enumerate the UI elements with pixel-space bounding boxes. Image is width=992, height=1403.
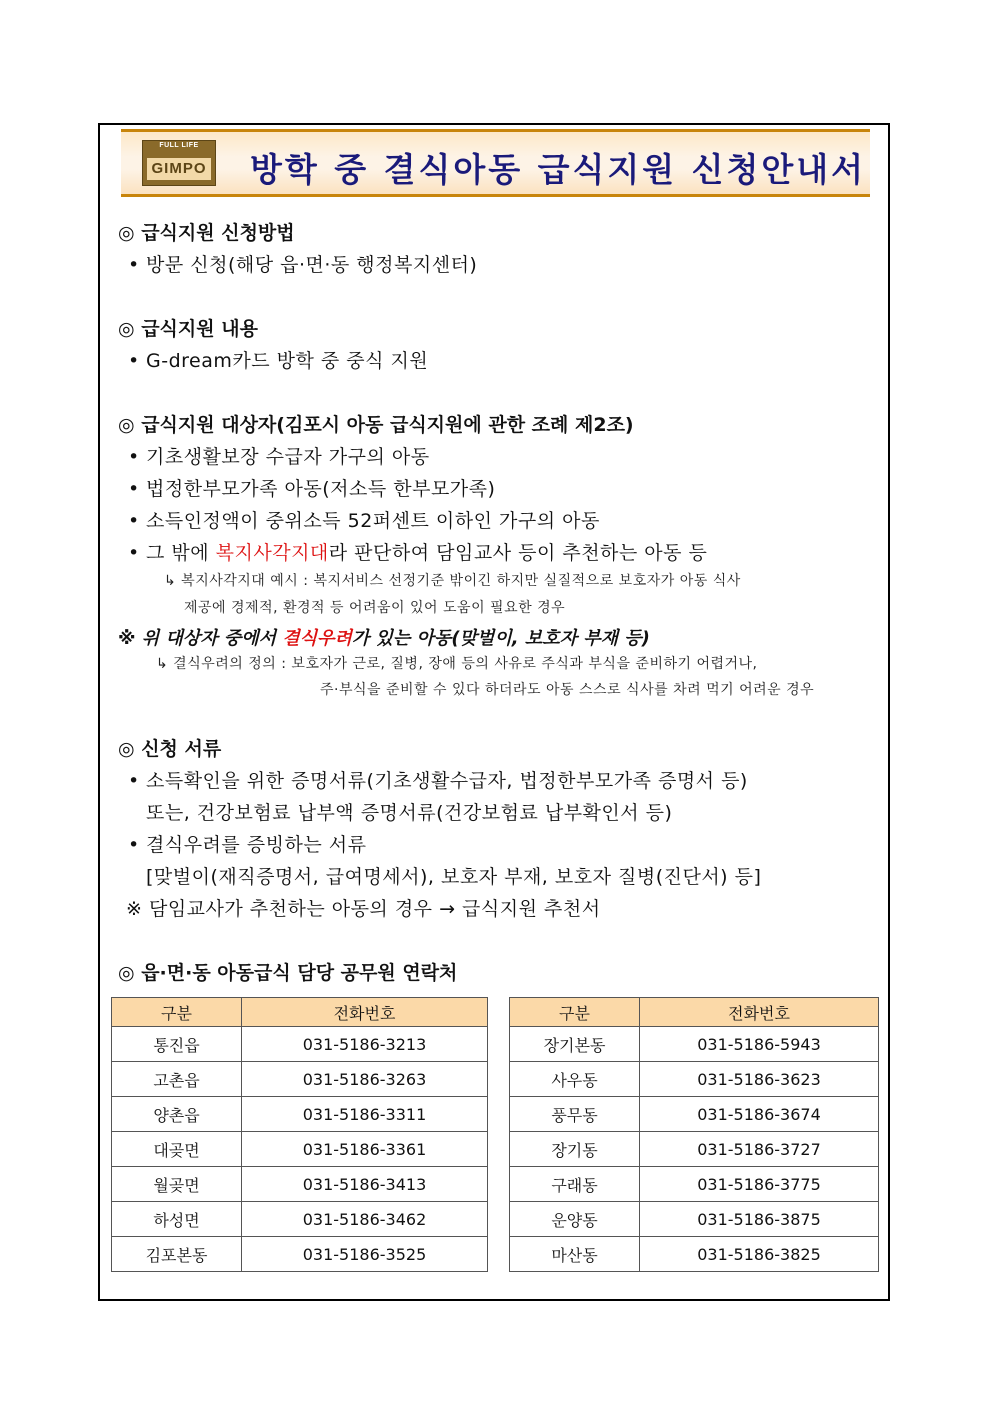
area-cell: 구래동 bbox=[510, 1167, 640, 1202]
phone-cell: 031-5186-3263 bbox=[242, 1062, 488, 1097]
table-row bbox=[510, 1237, 879, 1272]
heading-content: ◎ 급식지원 내용 bbox=[118, 318, 258, 340]
table-row bbox=[112, 1132, 488, 1167]
area-cell: 양촌읍 bbox=[112, 1097, 242, 1132]
area-cell: 대곶면 bbox=[112, 1132, 242, 1167]
table-row bbox=[510, 1027, 879, 1062]
list-item-text: 라 판단하여 담임교사 등이 추천하는 아동 등 bbox=[328, 542, 708, 564]
table-row bbox=[112, 1202, 488, 1237]
example-note: ↳ 복지사각지대 예시 : 복지서비스 선정기준 밖이긴 하지만 실질적으로 보호자가 아동 식사 bbox=[164, 573, 741, 589]
target-note bbox=[118, 624, 650, 650]
phone-cell: 031-5186-3775 bbox=[640, 1167, 879, 1202]
phone-cell: 031-5186-3674 bbox=[640, 1097, 879, 1132]
logo-tagline: FULL LIFE bbox=[159, 142, 199, 149]
phone-cell: 031-5186-3413 bbox=[242, 1167, 488, 1202]
list-item: • 기초생활보장 수급자 가구의 아동 bbox=[128, 446, 430, 468]
list-item-cont: 또는, 건강보험료 납부액 증명서류(건강보험료 납부확인서 등) bbox=[146, 802, 673, 824]
list-item-text: 소득인정액이 중위소득 52퍼센트 이하인 가구의 아동 bbox=[146, 510, 600, 532]
heading-target: ◎ 급식지원 대상자(김포시 아동 급식지원에 관한 조례 제2조) bbox=[118, 414, 634, 436]
area-cell: 고촌읍 bbox=[112, 1062, 242, 1097]
area-cell: 월곶면 bbox=[112, 1167, 242, 1202]
logo-wordmark: GIMPO bbox=[147, 158, 211, 180]
area-cell: 운양동 bbox=[510, 1202, 640, 1237]
heading-contacts: ◎ 읍·면·동 아동급식 담당 공무원 연락처 bbox=[118, 962, 458, 984]
list-item-text: 소득확인을 위한 증명서류(기초생활수급자, 법정한부모가족 증명서 등) bbox=[146, 770, 748, 792]
area-cell: 풍무동 bbox=[510, 1097, 640, 1132]
list-item-text: G-dream카드 방학 중 중식 지원 bbox=[146, 350, 429, 372]
reference-note: ※ 담임교사가 추천하는 아동의 경우 → 급식지원 추천서 bbox=[126, 898, 601, 920]
example-note-cont: 제공에 경제적, 환경적 등 어려움이 있어 도움이 필요한 경우 bbox=[184, 600, 566, 616]
list-item-text: 법정한부모가족 아동(저소득 한부모가족) bbox=[146, 478, 496, 500]
definition-note: ↳ 결식우려의 정의 : 보호자가 근로, 질병, 장애 등의 사유로 주식과 부식을 준비하기 어렵거나, bbox=[156, 656, 758, 672]
table-row bbox=[112, 1167, 488, 1202]
col-header-phone: 전화번호 bbox=[640, 998, 879, 1027]
list-item-text: 기초생활보장 수급자 가구의 아동 bbox=[146, 446, 430, 468]
list-item-text: 방문 신청(해당 읍·면·동 행정복지센터) bbox=[146, 254, 478, 276]
area-cell: 마산동 bbox=[510, 1237, 640, 1272]
phone-cell: 031-5186-3727 bbox=[640, 1132, 879, 1167]
area-cell: 김포본동 bbox=[112, 1237, 242, 1272]
list-item-text: 결식우려를 증빙하는 서류 bbox=[146, 834, 367, 856]
table-row bbox=[510, 1132, 879, 1167]
col-header-area: 구분 bbox=[112, 998, 242, 1027]
phone-cell: 031-5186-5943 bbox=[640, 1027, 879, 1062]
list-item: • G-dream카드 방학 중 중식 지원 bbox=[128, 350, 429, 372]
list-item-cont: [맞벌이(재직증명서, 급여명세서), 보호자 부재, 보호자 질병(진단서) 등] bbox=[146, 866, 762, 888]
contact-table-left bbox=[111, 997, 488, 1272]
list-item: • 그 밖에 복지사각지대라 판단하여 담임교사 등이 추천하는 아동 등 bbox=[128, 542, 708, 564]
note-text: ※ 위 대상자 중에서 bbox=[118, 628, 283, 649]
list-item: • 결식우려를 증빙하는 서류 bbox=[128, 834, 367, 856]
list-item: • 법정한부모가족 아동(저소득 한부모가족) bbox=[128, 478, 496, 500]
contact-table-right bbox=[509, 997, 879, 1272]
table-row bbox=[112, 1062, 488, 1097]
table-row bbox=[510, 1097, 879, 1132]
area-cell: 하성면 bbox=[112, 1202, 242, 1237]
phone-cell: 031-5186-3875 bbox=[640, 1202, 879, 1237]
list-item: • 소득확인을 위한 증명서류(기초생활수급자, 법정한부모가족 증명서 등) bbox=[128, 770, 748, 792]
phone-cell: 031-5186-3361 bbox=[242, 1132, 488, 1167]
gimpo-logo bbox=[142, 140, 216, 186]
phone-cell: 031-5186-3311 bbox=[242, 1097, 488, 1132]
definition-note-cont: 주·부식을 준비할 수 있다 하더라도 아동 스스로 식사를 차려 먹기 어려운 경우 bbox=[320, 682, 815, 698]
phone-cell: 031-5186-3213 bbox=[242, 1027, 488, 1062]
page-title: 방학 중 결식아동 급식지원 신청안내서 bbox=[250, 150, 867, 189]
phone-cell: 031-5186-3825 bbox=[640, 1237, 879, 1272]
note-text: 가 있는 아동(맞벌이, 보호자 부재 등) bbox=[351, 628, 650, 649]
table-row bbox=[112, 1097, 488, 1132]
table-row bbox=[510, 1202, 879, 1237]
col-header-phone: 전화번호 bbox=[242, 998, 488, 1027]
table-row bbox=[112, 1237, 488, 1272]
list-item: • 방문 신청(해당 읍·면·동 행정복지센터) bbox=[128, 254, 478, 276]
table-row bbox=[112, 1027, 488, 1062]
area-cell: 사우동 bbox=[510, 1062, 640, 1097]
phone-cell: 031-5186-3462 bbox=[242, 1202, 488, 1237]
area-cell: 장기동 bbox=[510, 1132, 640, 1167]
heading-documents: ◎ 신청 서류 bbox=[118, 738, 222, 760]
area-cell: 장기본동 bbox=[510, 1027, 640, 1062]
list-item: • 소득인정액이 중위소득 52퍼센트 이하인 가구의 아동 bbox=[128, 510, 600, 532]
col-header-area: 구분 bbox=[510, 998, 640, 1027]
highlight-text: 복지사각지대 bbox=[215, 542, 329, 564]
table-row bbox=[510, 1062, 879, 1097]
heading-method: ◎ 급식지원 신청방법 bbox=[118, 222, 295, 244]
phone-cell: 031-5186-3525 bbox=[242, 1237, 488, 1272]
phone-cell: 031-5186-3623 bbox=[640, 1062, 879, 1097]
table-row bbox=[510, 1167, 879, 1202]
list-item-text: 그 밖에 bbox=[146, 542, 216, 564]
highlight-text: 결식우려 bbox=[282, 628, 352, 649]
area-cell: 통진읍 bbox=[112, 1027, 242, 1062]
